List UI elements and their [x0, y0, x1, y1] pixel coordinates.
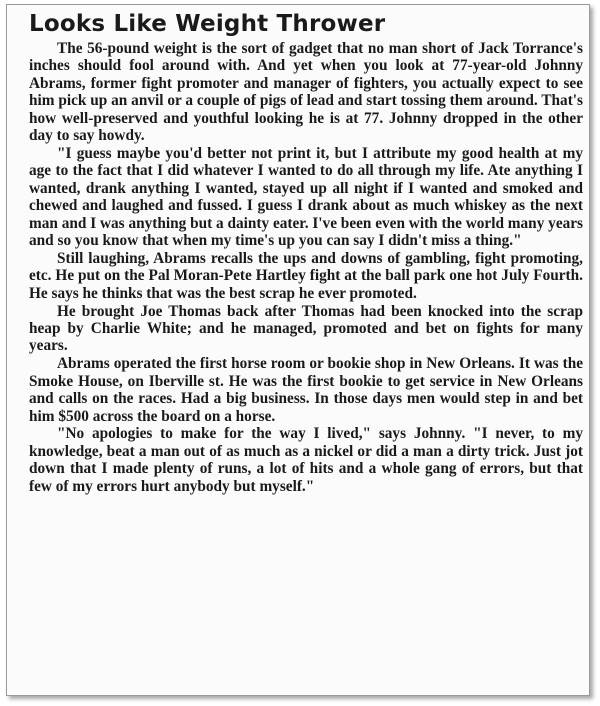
newspaper-clipping [29, 11, 583, 495]
article-paragraph: He brought Joe Thomas back after Thomas had been knocked into the scrap heap by Charlie White; and he managed, promoted and bet on fights for many years. [29, 302, 583, 355]
article-paragraph: "No apologies to make for the way I lived," says Johnny. "I never, to my knowledge, beat a man out of as much as a nickel or did a man a dirty trick. Just jot down that I made plenty of runs, a lot of hits and a whole gang of errors, but that few of my errors hurt anybody but myself." [29, 425, 583, 495]
article-headline: Looks Like Weight Thrower [29, 11, 386, 37]
clipping-frame [6, 4, 590, 696]
article-paragraph: The 56-pound weight is the sort of gadget that no man short of Jack Torrance's inches should fool around with. And yet when you look at 77-year-old Johnny Abrams, former fight promoter and manager of fighters, you actually expect to see him pick up an anvil or a couple of pigs of lead and start tossing them around. That's how well-preserved and youthful looking he is at 77. Johnny dropped in the other day to say howdy. [29, 40, 583, 145]
article-paragraph: Still laughing, Abrams recalls the ups and downs of gambling, fight promoting, etc. He put on the Pal Moran-Pete Hartley fight at the ball park one hot July Fourth. He says he thinks that was the best scrap he ever promoted. [29, 249, 583, 302]
article-paragraph: Abrams operated the first horse room or bookie shop in New Orleans. It was the Smoke House, on Iberville st. He was the first bookie to get service in New Orleans and calls on the races. Had a big business. In those days men would step in and bet him $500 across the board on a horse. [29, 355, 583, 425]
article-paragraph: "I guess maybe you'd better not print it, but I attribute my good health at my age to the fact that I did whatever I wanted to do all through my life. Ate anything I wanted, drank anything I wanted, stayed up all night if I wanted and smoked and chewed and laughed and fussed. I guess I drank about as much whiskey as the next man and I was anything but a dainty eater. I've been even with the world many years and so you know that when my time's up you can say I didn't miss a thing." [29, 144, 583, 249]
